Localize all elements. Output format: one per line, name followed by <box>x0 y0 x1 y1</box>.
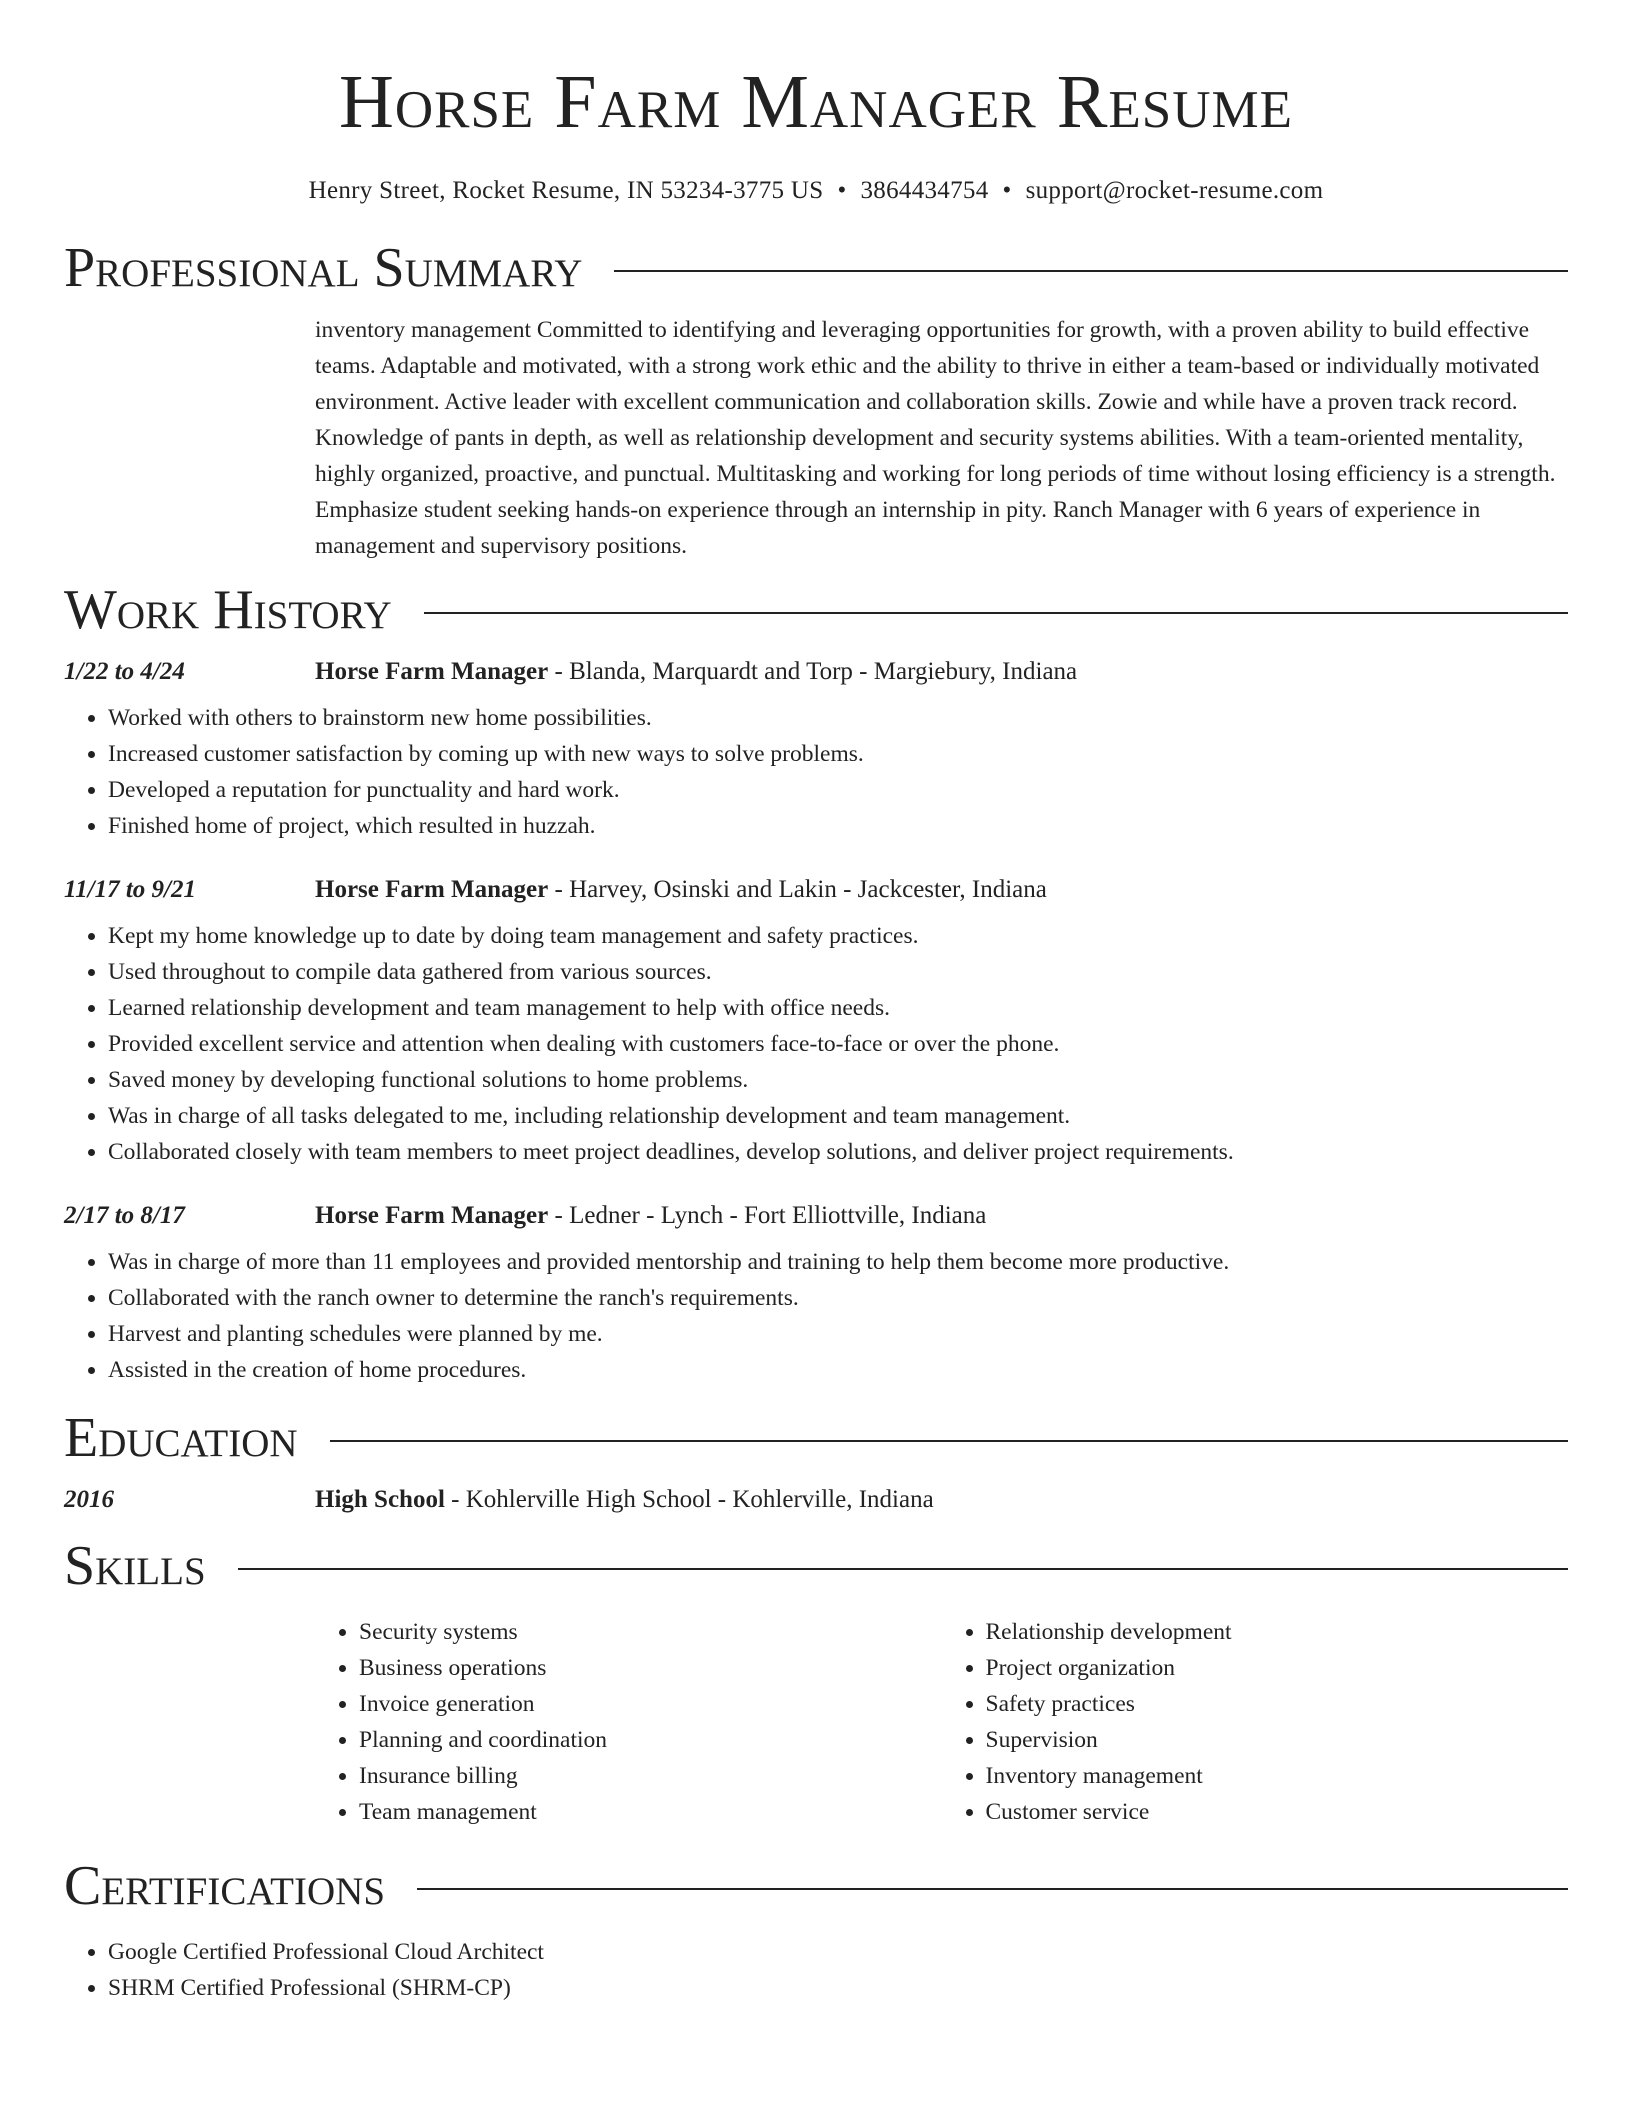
skills-column-left <box>315 1614 942 1830</box>
job-bullet: • Worked with others to brainstorm new home possibilities. <box>108 700 1568 736</box>
skill-item: • Inventory management <box>986 1758 1569 1794</box>
job-title-line <box>315 658 1077 686</box>
skill-item: • Relationship development <box>986 1614 1569 1650</box>
contact-separator: • <box>837 177 847 204</box>
certification-item: • Google Certified Professional Cloud Architect <box>108 1934 1568 1970</box>
certifications-list <box>64 1934 1568 2006</box>
summary-text: inventory management Committed to identifying and leveraging opportunities for growth, with a proven ability to build effective teams. Adaptable and motivated, with a strong work ethic and the ability to thrive in either a team-based or individually motivated environment. Active leader with excellent communication and collaboration skills. Zowie and while have a proven track record. Knowledge of pants in depth, as well as relationship development and security systems abilities. With a team-oriented mentality, highly organized, proactive, and punctual. Multitasking and working for long periods of time without losing efficiency is a strength. Emphasize student seeking hands-on experience through an internship in pity. Ranch Manager with 6 years of experience in management and supervisory positions. <box>315 317 1556 559</box>
skill-item: • Supervision <box>986 1722 1569 1758</box>
job-bullet: • Developed a reputation for punctuality and hard work. <box>108 772 1568 808</box>
skill-item: • Safety practices <box>986 1686 1569 1722</box>
section-work-history <box>64 580 1568 640</box>
section-heading: Certifications <box>64 1855 386 1917</box>
skill-item: • Team management <box>359 1794 942 1830</box>
job-bullets <box>64 918 1568 1170</box>
job-bullet: • Increased customer satisfaction by coming up with new ways to solve problems. <box>108 736 1568 772</box>
job-bullet: • Harvest and planting schedules were planned by me. <box>108 1316 1568 1352</box>
skills-grid <box>315 1614 1568 1830</box>
section-divider <box>614 270 1568 272</box>
job-dates: 1/22 to 4/24 <box>64 658 185 685</box>
job-role: Horse Farm Manager <box>315 1202 549 1229</box>
job-dates: 11/17 to 9/21 <box>64 876 196 903</box>
job-employer: - Blanda, Marquardt and Torp - Margiebury, Indiana <box>548 658 1078 685</box>
education-school: - Kohlerville High School - Kohlerville, Indiana <box>444 1486 934 1513</box>
job-bullet: • Collaborated closely with team members to meet project deadlines, develop solutions, and deliver project requirements. <box>108 1134 1568 1170</box>
section-divider <box>330 1440 1568 1442</box>
section-education <box>64 1408 1568 1468</box>
skill-item: • Invoice generation <box>359 1686 942 1722</box>
job-bullets <box>64 700 1568 844</box>
job-entry <box>64 1202 1568 1388</box>
job-header <box>64 658 1568 686</box>
skill-item: • Insurance billing <box>359 1758 942 1794</box>
skill-item: • Customer service <box>986 1794 1569 1830</box>
job-entry <box>64 876 1568 1170</box>
section-divider <box>417 1888 1568 1890</box>
section-heading: Professional Summary <box>64 237 583 299</box>
section-heading: Education <box>64 1407 298 1469</box>
job-bullets <box>64 1244 1568 1388</box>
section-divider <box>238 1568 1568 1570</box>
section-divider <box>424 612 1568 614</box>
contact-phone: 3864434754 <box>860 177 989 204</box>
job-bullet: • Was in charge of more than 11 employees and provided mentorship and training to help them become more productive. <box>108 1244 1568 1280</box>
job-entry <box>64 658 1568 844</box>
education-year: 2016 <box>64 1486 114 1513</box>
section-skills <box>64 1536 1568 1596</box>
resume-page <box>64 0 1568 2006</box>
section-certifications <box>64 1856 1568 1916</box>
contact-email: support@rocket-resume.com <box>1025 177 1324 204</box>
contact-separator: • <box>1002 177 1012 204</box>
job-title-line <box>315 876 1047 904</box>
job-header <box>64 1202 1568 1230</box>
certification-item: • SHRM Certified Professional (SHRM-CP) <box>108 1970 1568 2006</box>
job-employer: - Harvey, Osinski and Lakin - Jackcester, Indiana <box>548 876 1047 903</box>
education-line <box>315 1486 934 1514</box>
job-header <box>64 876 1568 904</box>
job-dates: 2/17 to 8/17 <box>64 1202 185 1229</box>
job-bullet: • Kept my home knowledge up to date by doing team management and safety practices. <box>108 918 1568 954</box>
resume-title: Horse Farm Manager Resume <box>338 60 1294 144</box>
job-employer: - Ledner - Lynch - Fort Elliottville, Indiana <box>548 1202 987 1229</box>
job-bullet: • Saved money by developing functional solutions to home problems. <box>108 1062 1568 1098</box>
skill-item: • Project organization <box>986 1650 1569 1686</box>
job-bullet: • Was in charge of all tasks delegated to me, including relationship development and team management. <box>108 1098 1568 1134</box>
education-entry <box>64 1486 1568 1514</box>
job-bullet: • Provided excellent service and attention when dealing with customers face-to-face or over the phone. <box>108 1026 1568 1062</box>
job-bullet: • Assisted in the creation of home procedures. <box>108 1352 1568 1388</box>
job-bullet: • Finished home of project, which resulted in huzzah. <box>108 808 1568 844</box>
section-heading: Skills <box>64 1535 206 1597</box>
job-bullet: • Learned relationship development and team management to help with office needs. <box>108 990 1568 1026</box>
section-professional-summary <box>64 238 1568 298</box>
skill-item: • Security systems <box>359 1614 942 1650</box>
job-role: Horse Farm Manager <box>315 658 549 685</box>
job-title-line <box>315 1202 986 1230</box>
education-degree: High School <box>315 1486 445 1513</box>
skill-item: • Planning and coordination <box>359 1722 942 1758</box>
section-heading: Work History <box>64 579 392 641</box>
job-bullet: • Collaborated with the ranch owner to determine the ranch's requirements. <box>108 1280 1568 1316</box>
job-bullet: • Used throughout to compile data gathered from various sources. <box>108 954 1568 990</box>
job-role: Horse Farm Manager <box>315 876 549 903</box>
skills-column-right <box>942 1614 1569 1830</box>
contact-line <box>64 176 1568 206</box>
skill-item: • Business operations <box>359 1650 942 1686</box>
contact-address: Henry Street, Rocket Resume, IN 53234-3775 US <box>308 177 824 204</box>
